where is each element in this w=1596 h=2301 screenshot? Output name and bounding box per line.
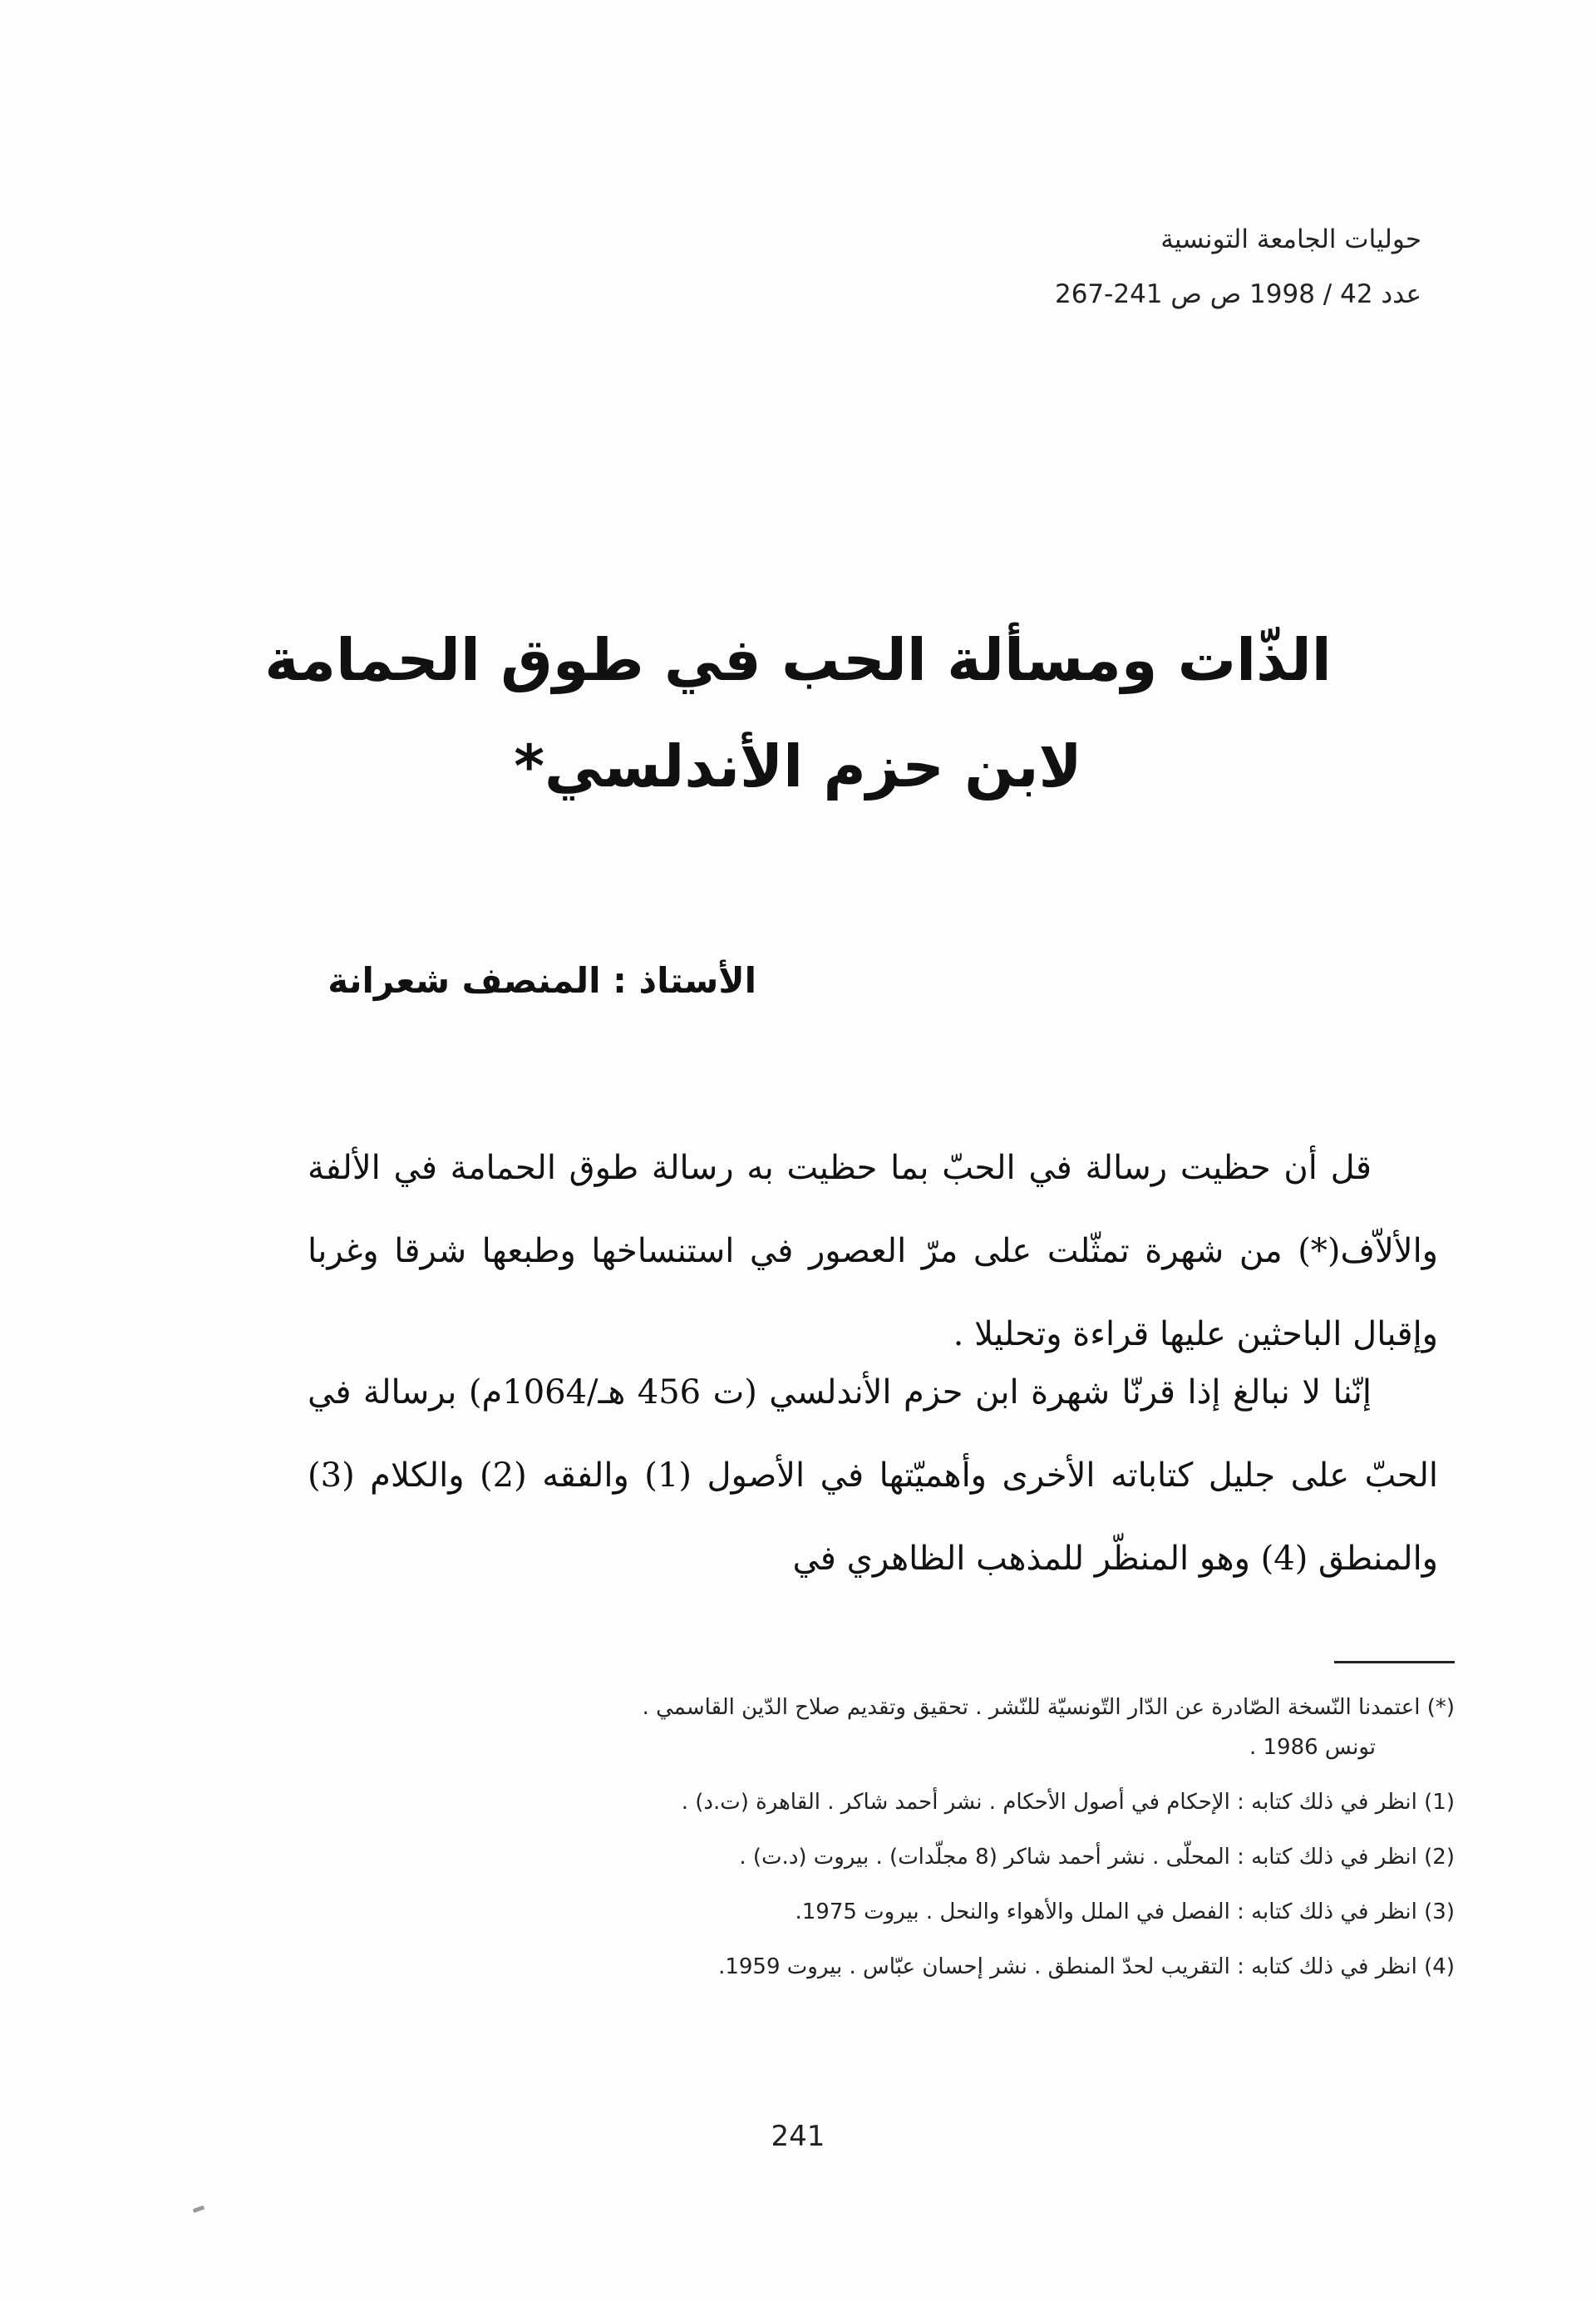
page-number: 241 <box>771 2120 825 2153</box>
title-line-1: الذّات ومسألة الحب في طوق الحمامة <box>264 626 1332 694</box>
footnote-1: (1) انظر في ذلك كتابه : الإحكام في أصول الأحكام . نشر أحمد شاكر . القاهرة (ت.د) . <box>681 1790 1455 1815</box>
issue-info: عدد 42 / 1998 ص ص 241-267 <box>1054 279 1421 309</box>
scan-speck <box>193 2205 205 2213</box>
journal-name: حوليات الجامعة التونسية <box>1160 224 1421 254</box>
footnote-separator <box>1334 1661 1455 1663</box>
footnote-star-line-2: تونس 1986 . <box>1249 1735 1376 1760</box>
body-paragraph-1: قل أن حظيت رسالة في الحبّ بما حظيت به رسالة طوق الحمامة في الألفة والألاّف(*) من شهرة تمثّلت على مرّ العصور في استنساخها وطبعها شرقا وغربا وإقبال الباحثين عليها قراءة وتحليلا . <box>308 1149 1439 1353</box>
footnote-4: (4) انظر في ذلك كتابه : التقريب لحدّ المنطق . نشر إحسان عبّاس . بيروت 1959. <box>718 1954 1455 1979</box>
body-paragraph-2: إنّنا لا نبالغ إذا قرنّا شهرة ابن حزم الأندلسي (ت 456 هـ/1064م) برسالة في الحبّ على جليل كتاباته الأخرى وأهميّتها في الأصول (1) والفقه (2) والكلام (3) والمنطق (4) وهو المنظّر للمذهب الظاهري في <box>308 1373 1438 1578</box>
footnote-2: (2) انظر في ذلك كتابه : المحلّى . نشر أحمد شاكر (8 مجلّدات) . بيروت (د.ت) . <box>739 1845 1455 1870</box>
article-title <box>249 607 1347 820</box>
footnote-star-line-1: (*) اعتمدنا النّسخة الصّادرة عن الدّار التّونسيّة للنّشر . تحقيق وتقديم صلاح الدّين القاسمي . <box>642 1695 1455 1720</box>
author-name: الأستاذ : المنصف شعرانة <box>328 960 756 1001</box>
title-line-2: لابن حزم الأندلسي* <box>514 732 1082 801</box>
footnotes <box>283 1688 1455 1987</box>
journal-header <box>790 212 1421 322</box>
footnote-3: (3) انظر في ذلك كتابه : الفصل في الملل والأهواء والنحل . بيروت 1975. <box>795 1899 1455 1924</box>
